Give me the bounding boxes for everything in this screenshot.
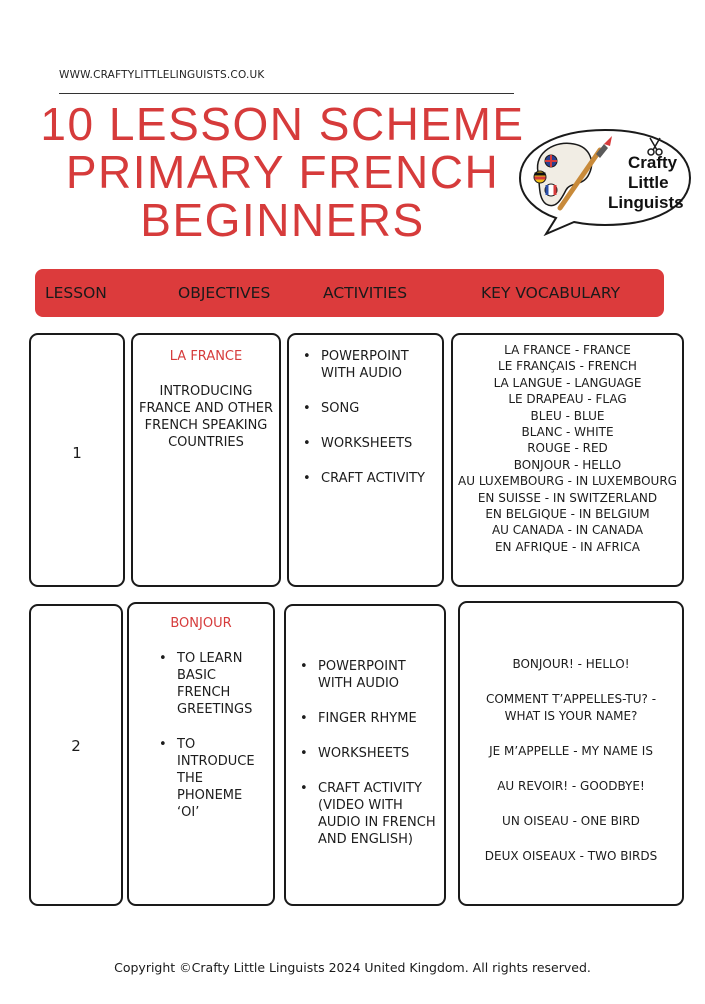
lesson-1-objectives-card <box>131 333 281 587</box>
page-title <box>30 100 535 244</box>
list-item: • POWERPOINT WITH AUDIO <box>303 348 429 382</box>
vocab-item: BLANC - WHITE <box>521 425 614 440</box>
column-header-key-vocabulary: KEY VOCABULARY <box>481 284 621 302</box>
list-item: • POWERPOINT WITH AUDIO <box>300 658 440 692</box>
vocab-item: ROUGE - RED <box>527 441 608 456</box>
vocab-item: DEUX OISEAUX - TWO BIRDS <box>484 849 658 863</box>
vocab-item: AU REVOIR! - GOODBYE! <box>497 779 645 793</box>
column-header-bar <box>35 269 664 317</box>
list-item: • WORKSHEETS <box>300 745 440 762</box>
vocab-item: BONJOUR! - HELLO! <box>512 657 630 671</box>
crafty-little-linguists-logo <box>516 124 694 236</box>
vocab-item: COMMENT T’APPELLES-TU? - WHAT IS YOUR NAME? <box>485 692 657 723</box>
website-url: WWW.CRAFTYLITTLELINGUISTS.CO.UK <box>59 69 265 81</box>
vocabulary-list <box>460 656 682 865</box>
activities-list <box>303 348 429 487</box>
column-header-objectives: OBJECTIVES <box>178 284 271 302</box>
vocab-item: LA LANGUE - LANGUAGE <box>493 375 642 390</box>
column-header-lesson: LESSON <box>45 284 107 302</box>
vocab-item: LE DRAPEAU - FLAG <box>508 392 627 407</box>
header-divider <box>59 93 514 94</box>
column-header-activities: ACTIVITIES <box>323 284 408 302</box>
list-item: • TO LEARN BASIC FRENCH GREETINGS <box>159 650 264 718</box>
title-line-1: 10 LESSON SCHEME <box>40 98 525 150</box>
vocab-item: JE M’APPELLE - MY NAME IS <box>489 744 653 758</box>
objective-text: INTRODUCING FRANCE AND OTHER FRENCH SPEAKING COUNTRIES <box>139 384 273 450</box>
vocab-item: UN OISEAU - ONE BIRD <box>502 814 640 828</box>
list-item: • TO INTRODUCE THE PHONEME ‘OI’ <box>159 736 264 821</box>
title-line-3: BEGINNERS <box>140 194 425 246</box>
lesson-1-activities-card <box>287 333 444 587</box>
vocab-item: EN BELGIQUE - IN BELGIUM <box>485 507 650 522</box>
list-item: • CRAFT ACTIVITY <box>303 470 429 487</box>
objective-title: BONJOUR <box>170 616 232 631</box>
lesson-2-vocabulary-card <box>458 601 684 906</box>
lesson-1-number-card <box>29 333 125 587</box>
logo-text-little: Little <box>628 173 669 192</box>
title-line-2: PRIMARY FRENCH <box>65 146 500 198</box>
vocab-item: LA FRANCE - FRANCE <box>504 343 631 357</box>
lesson-2-objectives-card <box>127 602 275 906</box>
lesson-number: 1 <box>72 444 82 462</box>
vocabulary-list <box>453 342 682 555</box>
vocab-item: AU CANADA - IN CANADA <box>491 523 644 538</box>
list-item: • WORKSHEETS <box>303 435 429 452</box>
list-item: • SONG <box>303 400 429 417</box>
lesson-2-activities-card <box>284 604 446 906</box>
objective-title: LA FRANCE <box>169 349 243 364</box>
lesson-number: 2 <box>71 737 81 755</box>
vocab-item: BONJOUR - HELLO <box>513 457 622 472</box>
objectives-list <box>159 650 264 821</box>
lesson-2-number-card <box>29 604 123 906</box>
vocab-item: BLEU - BLUE <box>530 408 605 423</box>
logo-text-linguists: Linguists <box>608 193 684 212</box>
vocab-item: AU LUXEMBOURG - IN LUXEMBOURG <box>458 474 677 489</box>
list-item: • FINGER RHYME <box>300 710 440 727</box>
list-item: • CRAFT ACTIVITY (VIDEO WITH AUDIO IN FRENCH AND ENGLISH) <box>300 780 440 848</box>
vocab-item: EN AFRIQUE - IN AFRICA <box>494 539 641 554</box>
copyright-notice: Copyright ©Crafty Little Linguists 2024 United Kingdom. All rights reserved. <box>114 960 591 975</box>
vocab-item: LE FRANÇAIS - FRENCH <box>498 359 637 374</box>
logo-text-crafty: Crafty <box>628 153 678 172</box>
activities-list <box>300 658 440 848</box>
vocab-item: EN SUISSE - IN SWITZERLAND <box>477 490 658 505</box>
lesson-1-vocabulary-card <box>451 333 684 587</box>
